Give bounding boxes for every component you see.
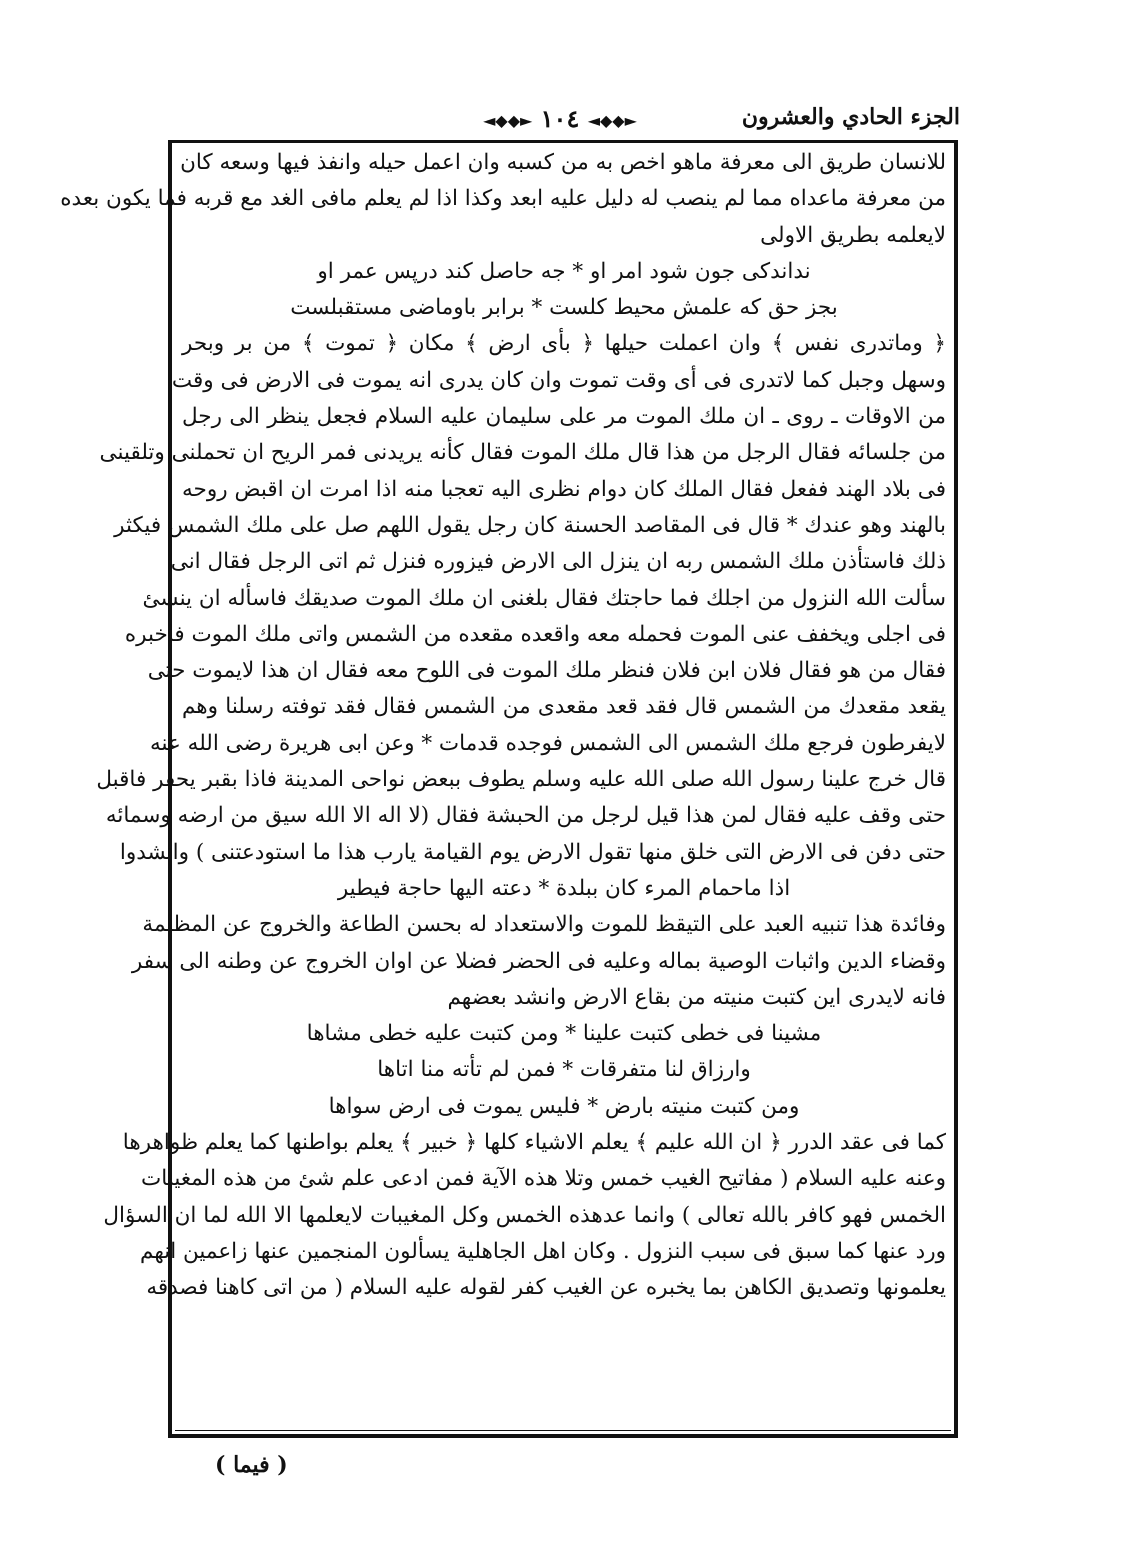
- verse-line: نداندكى جون شود امر او * جه حاصل كند درپس عمر او: [317, 258, 811, 284]
- verse-line: ومن كتبت منيته بارض * فليس يموت فى ارض سواها: [328, 1093, 800, 1119]
- verse-line: اذا ماحمام المرء كان ببلدة * دعته اليها حاجة فيطير: [337, 875, 791, 901]
- verse-line: مشينا فى خطى كتبت علينا * ومن كتبت عليه خطى مشاها: [306, 1021, 822, 1047]
- verse-line: وارزاق لنا متفرقات * فمن لم تأته منا اتاها: [377, 1057, 751, 1083]
- ornament-right-icon: ◄◆◆►: [587, 111, 637, 130]
- text-line: ورد عنها كما سبق فى سبب النزول . وكان اهل الجاهلية يسألون المنجمين عنها زاعمين انهم: [140, 1238, 946, 1264]
- text-line: من الاوقات ـ روى ـ ان ملك الموت مر على سليمان عليه السلام فجعل ينظر الى رجل: [182, 404, 946, 430]
- text-line: يعلمونها وتصديق الكاهن بما يخبره عن الغيب كفر لقوله عليه السلام ( من اتى كاهنا فصدقه: [146, 1275, 946, 1301]
- text-line: فقال من هو فقال فلان ابن فلان فنظر ملك الموت فى اللوح معه فقال ان هذا لايموت حتى: [147, 658, 946, 684]
- text-line: فانه لايدرى اين كتبت منيته من بقاع الارض وانشد بعضهم: [447, 984, 946, 1010]
- text-line: حتى دفن فى الارض التى خلق منها تقول الارض يوم القيامة يارب هذا ما استودعتنى ) وانشدوا: [119, 839, 946, 865]
- page-number-block: [483, 104, 637, 133]
- text-line: وسهل وجبل كما لاتدرى فى أى وقت تموت وان كان يدرى انه يموت فى الارض فى وقت: [171, 367, 946, 393]
- text-line: فى بلاد الهند ففعل فقال الملك كان دوام نظرى اليه تعجبا منه اذا امرت ان اقبض روحه: [182, 476, 946, 502]
- text-line: وفائدة هذا تنبيه العبد على التيقظ للموت والاستعداد له بحسن الطاعة والخروج عن المظلمة: [142, 912, 946, 938]
- main-text-block: [60, 145, 946, 1307]
- text-line: الخمس فهو كافر بالله تعالى ) وانما عدهذه الخمس وكل المغيبات لايعلمها الا الله لما ان السؤال: [103, 1202, 946, 1228]
- page-header: [160, 100, 960, 142]
- text-line: وعنه عليه السلام ( مفاتيح الغيب خمس وتلا هذه الآية فمن ادعى علم شئ من هذه المغيبات: [141, 1166, 946, 1192]
- verse-line: بجز حق كه علمش محيط كلست * برابر باوماضى مستقبلست: [290, 295, 838, 321]
- ornament-left-icon: ◄◆◆►: [483, 111, 533, 130]
- text-line: من جلسائه فقال الرجل من هذا قال ملك الموت فقال كأنه يريدنى فمر الريح ان تحملنى وتلقينى: [99, 440, 946, 466]
- text-line: يقعد مقعدك من الشمس قال فقد قعد مقعدى من الشمس فقال فقد توفته رسلنا وهم: [182, 694, 946, 720]
- text-line: ﴿ وماتدرى نفس ﴾ وان اعملت حيلها ﴿ بأى ارض ﴾ مكان ﴿ تموت ﴾ من بر وبحر: [182, 331, 946, 357]
- text-line: حتى وقف عليه فقال لمن هذا قيل لرجل من الحبشة فقال (لا اله الا الله سيق من ارضه وسمائه: [105, 803, 946, 829]
- text-line: من معرفة ماعداه مما لم ينصب له دليل عليه ابعد وكذا اذا لم يعلم مافى الغد مع قربه فما يكون بعده: [60, 186, 946, 212]
- text-line: سألت الله النزول من اجلك فما حاجتك فقال بلغنى ان ملك الموت صديقك فاسأله ان ينسئ: [142, 585, 946, 611]
- text-line: فى اجلى ويخفف عنى الموت فحمله معه واقعده مقعده من الشمس واتى ملك الموت فاخبره: [124, 621, 946, 647]
- page-number: ١٠٤: [540, 104, 580, 133]
- text-line: لايفرطون فرجع ملك الشمس الى الشمس فوجده قدمات * وعن ابى هريرة رضى الله عنه: [149, 730, 946, 756]
- text-line: لايعلمه بطريق الاولى: [760, 222, 946, 248]
- text-line: ذلك فاستأذن ملك الشمس ربه ان ينزل الى الارض فيزوره فنزل ثم اتى الرجل فقال انى: [170, 549, 946, 575]
- text-line: بالهند وهو عندك * قال فى المقاصد الحسنة كان رجل يقول اللهم صل على ملك الشمس فيكثر: [114, 512, 946, 538]
- text-line: وقضاء الدين واثبات الوصية بماله وعليه فى الحضر فضلا عن اوان الخروج عن وطنه الى سفر: [131, 948, 946, 974]
- catchword: ( فيما ): [215, 1452, 288, 1478]
- running-title: الجزء الحادي والعشرون: [741, 104, 960, 130]
- text-line: كما فى عقد الدرر ﴿ ان الله عليم ﴾ يعلم الاشياء كلها ﴿ خبير ﴾ يعلم بواطنها كما يعلم ظواهرها: [122, 1130, 946, 1156]
- text-line: قال خرج علينا رسول الله صلى الله عليه وسلم يطوف ببعض نواحى المدينة فاذا بقبر يحفر فاقبل: [96, 767, 946, 793]
- text-line: للانسان طريق الى معرفة ماهو اخص به من كسبه وان اعمل حيله وانفذ فيها وسعه كان: [180, 150, 946, 175]
